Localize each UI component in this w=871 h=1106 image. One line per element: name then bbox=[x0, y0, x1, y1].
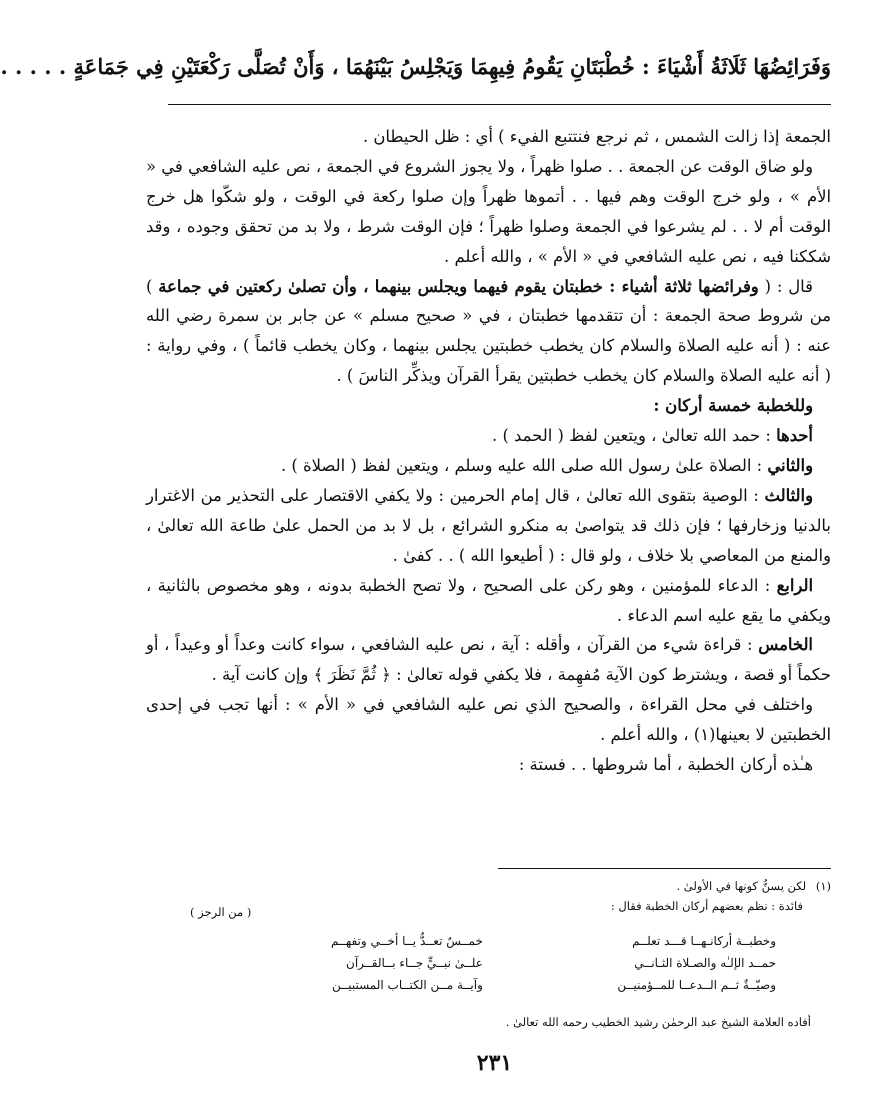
text-run: ) من شروط صحة الجمعة : أن تتقدمها خطبتان ، في « صحيح مسلم » عن جابر بن سمرة رضي الله عنه : ( أنه عليه الصلاة والسلام كان يخطب خطبتين يجلس بينهما ، وكان يخطب قائماً ) ، وفي رواية : ( أنه عليه الصلاة والسلام كان يخطب خطبتين يقرأ القرآن ويذكِّر الناسَ ) . bbox=[146, 276, 831, 386]
bold-text: وللخطبة خمسة أركان : bbox=[653, 396, 813, 416]
bold-text: الخامس bbox=[758, 635, 813, 655]
text-run: : الدعاء للمؤمنين ، وهو ركن على الصحيح ، ولا تصح الخطبة بدونه ، وهو مخصوص بالثانية ، ويكفي ما يقع عليه اسم الدعاء . bbox=[146, 575, 831, 625]
header-divider bbox=[168, 104, 831, 105]
paragraph bbox=[146, 630, 831, 690]
text-run: : الوصية بتقوى الله تعالىٰ ، قال إمام الحرمين : ولا يكفي الاقتصار على التحذير من الاغترار بالدنيا وزخارفها ؛ فإن ذلك قد يتواصىٰ به منكرو الشرائع ، بل لا بد من الحمل علىٰ طاعة الله تعالىٰ ، والمنع من المعاصي بلا خلاف ، ولو قال : ( أطيعوا الله ) . . كفىٰ . bbox=[146, 485, 831, 565]
bold-text: أحدها bbox=[776, 426, 813, 446]
text-run: : الصلاة علىٰ رسول الله صلى الله عليه وسلم ، ويتعين لفظ ( الصلاة ) . bbox=[280, 455, 768, 475]
paragraph bbox=[146, 391, 831, 421]
main-text bbox=[146, 122, 831, 780]
poem-meter: ( من الرجز ) bbox=[190, 905, 252, 919]
text-run: قال : ( bbox=[758, 276, 813, 296]
footnote-divider bbox=[498, 868, 831, 869]
poem bbox=[223, 930, 776, 996]
text-run: هـٰذه أركان الخطبة ، أما شروطها . . فستة : bbox=[518, 755, 813, 775]
paragraph bbox=[146, 122, 831, 152]
paragraph bbox=[146, 481, 831, 571]
verse bbox=[223, 930, 776, 952]
verse-second-hemistich: وآيــة مــن الكتــاب المستبيــن bbox=[332, 978, 483, 992]
paragraph bbox=[146, 152, 831, 272]
footnote-number: (١) bbox=[815, 879, 831, 893]
verse bbox=[223, 952, 776, 974]
poem-credit: أفاده العلامة الشيخ عبد الرحمٰن رشيد الخطيب رحمه الله تعالىٰ . bbox=[505, 1015, 811, 1029]
text-run: : حمد الله تعالىٰ ، ويتعين لفظ ( الحمد ) . bbox=[492, 426, 777, 446]
paragraph bbox=[146, 451, 831, 481]
text-run: ولو ضاق الوقت عن الجمعة . . صلوا ظهراً ، ولا يجوز الشروع في الجمعة ، نص عليه الشافعي في « الأم » ، ولو خرج الوقت وهم فيها . . أتموها ظهراً وإن صلوا ركعة في الوقت ، ولو شكّوا هل خرج الوقت أم لا . . لم يشرعوا في الجمعة وصلوا ظهراً ؛ فإن الوقت شرط ، ولا بد من تحقق وجوده ، وقد شككنا فيه ، نص عليه الشافعي في « الأم » ، والله أعلم . bbox=[146, 156, 831, 266]
paragraph bbox=[146, 421, 831, 451]
paragraph bbox=[146, 690, 831, 750]
verse-second-hemistich: خمــسٌ تعــدُّ يــا أخــي وتفهــم bbox=[330, 934, 483, 948]
verse-first-hemistich: حمــد الإلـٰه والصـلاة الثـانــي bbox=[634, 956, 776, 970]
text-run: : قراءة شيء من القرآن ، وأقله : آية ، نص عليه الشافعي ، سواء كانت وعداً أو وعيداً ، أو حكماً أو قصة ، ويشترط كون الآية مُفهِمة ، فلا يكفي قوله تعالىٰ : ﴿ ثُمَّ نَظَرَ ﴾ وإن كانت آية . bbox=[146, 635, 831, 685]
paragraph bbox=[146, 272, 831, 392]
verse-first-hemistich: وخطبــة أركانـهــا قـــد تعلــم bbox=[632, 934, 776, 948]
verse bbox=[223, 974, 776, 996]
footnote-line-2: فائدة : نظم بعضهم أركان الخطبة فقال : bbox=[610, 899, 803, 913]
paragraph bbox=[146, 571, 831, 631]
bold-text: والثالث bbox=[764, 485, 813, 505]
bold-text: والثاني bbox=[767, 455, 813, 475]
footnote-line-1: (١) لكن يسنُّ كونها في الأولىٰ . bbox=[676, 879, 831, 893]
paragraph bbox=[146, 750, 831, 780]
verse-second-hemistich: علــىٰ نبــيٍّ جــاء بــالقــرآن bbox=[346, 956, 483, 970]
bold-text: الرابع bbox=[776, 575, 813, 595]
text-run: الجمعة إذا زالت الشمس ، ثم نرجع فنتتبع الفيء ) أي : ظل الحيطان . bbox=[362, 127, 831, 146]
text-run: واختلف في محل القراءة ، والصحيح الذي نص عليه الشافعي في « الأم » : أنها تجب في إحدى الخطبتين لا بعينها(١) ، والله أعلم . bbox=[146, 695, 831, 745]
bold-text: وفرائضها ثلاثة أشياء : خطبتان يقوم فيهما ويجلس بينهما ، وأن تصلىٰ ركعتين في جماعة bbox=[158, 276, 759, 296]
verse-first-hemistich: وصيّــةٌ ثــم الــدعــا للمــؤمنيــن bbox=[617, 978, 776, 992]
running-header: وَفَرَائِضُهَا ثَلَاثَةُ أَشْيَاءَ : خُطْبَتَانِ يَقُومُ فِيهِمَا وَيَجْلِسُ بَيْنَهُمَا ، وَأَنْ تُصَلَّى رَكْعَتَيْنِ فِي جَمَاعَةٍ . . . . . bbox=[0, 54, 831, 79]
page-number: ٢٣١ bbox=[476, 1050, 513, 1076]
